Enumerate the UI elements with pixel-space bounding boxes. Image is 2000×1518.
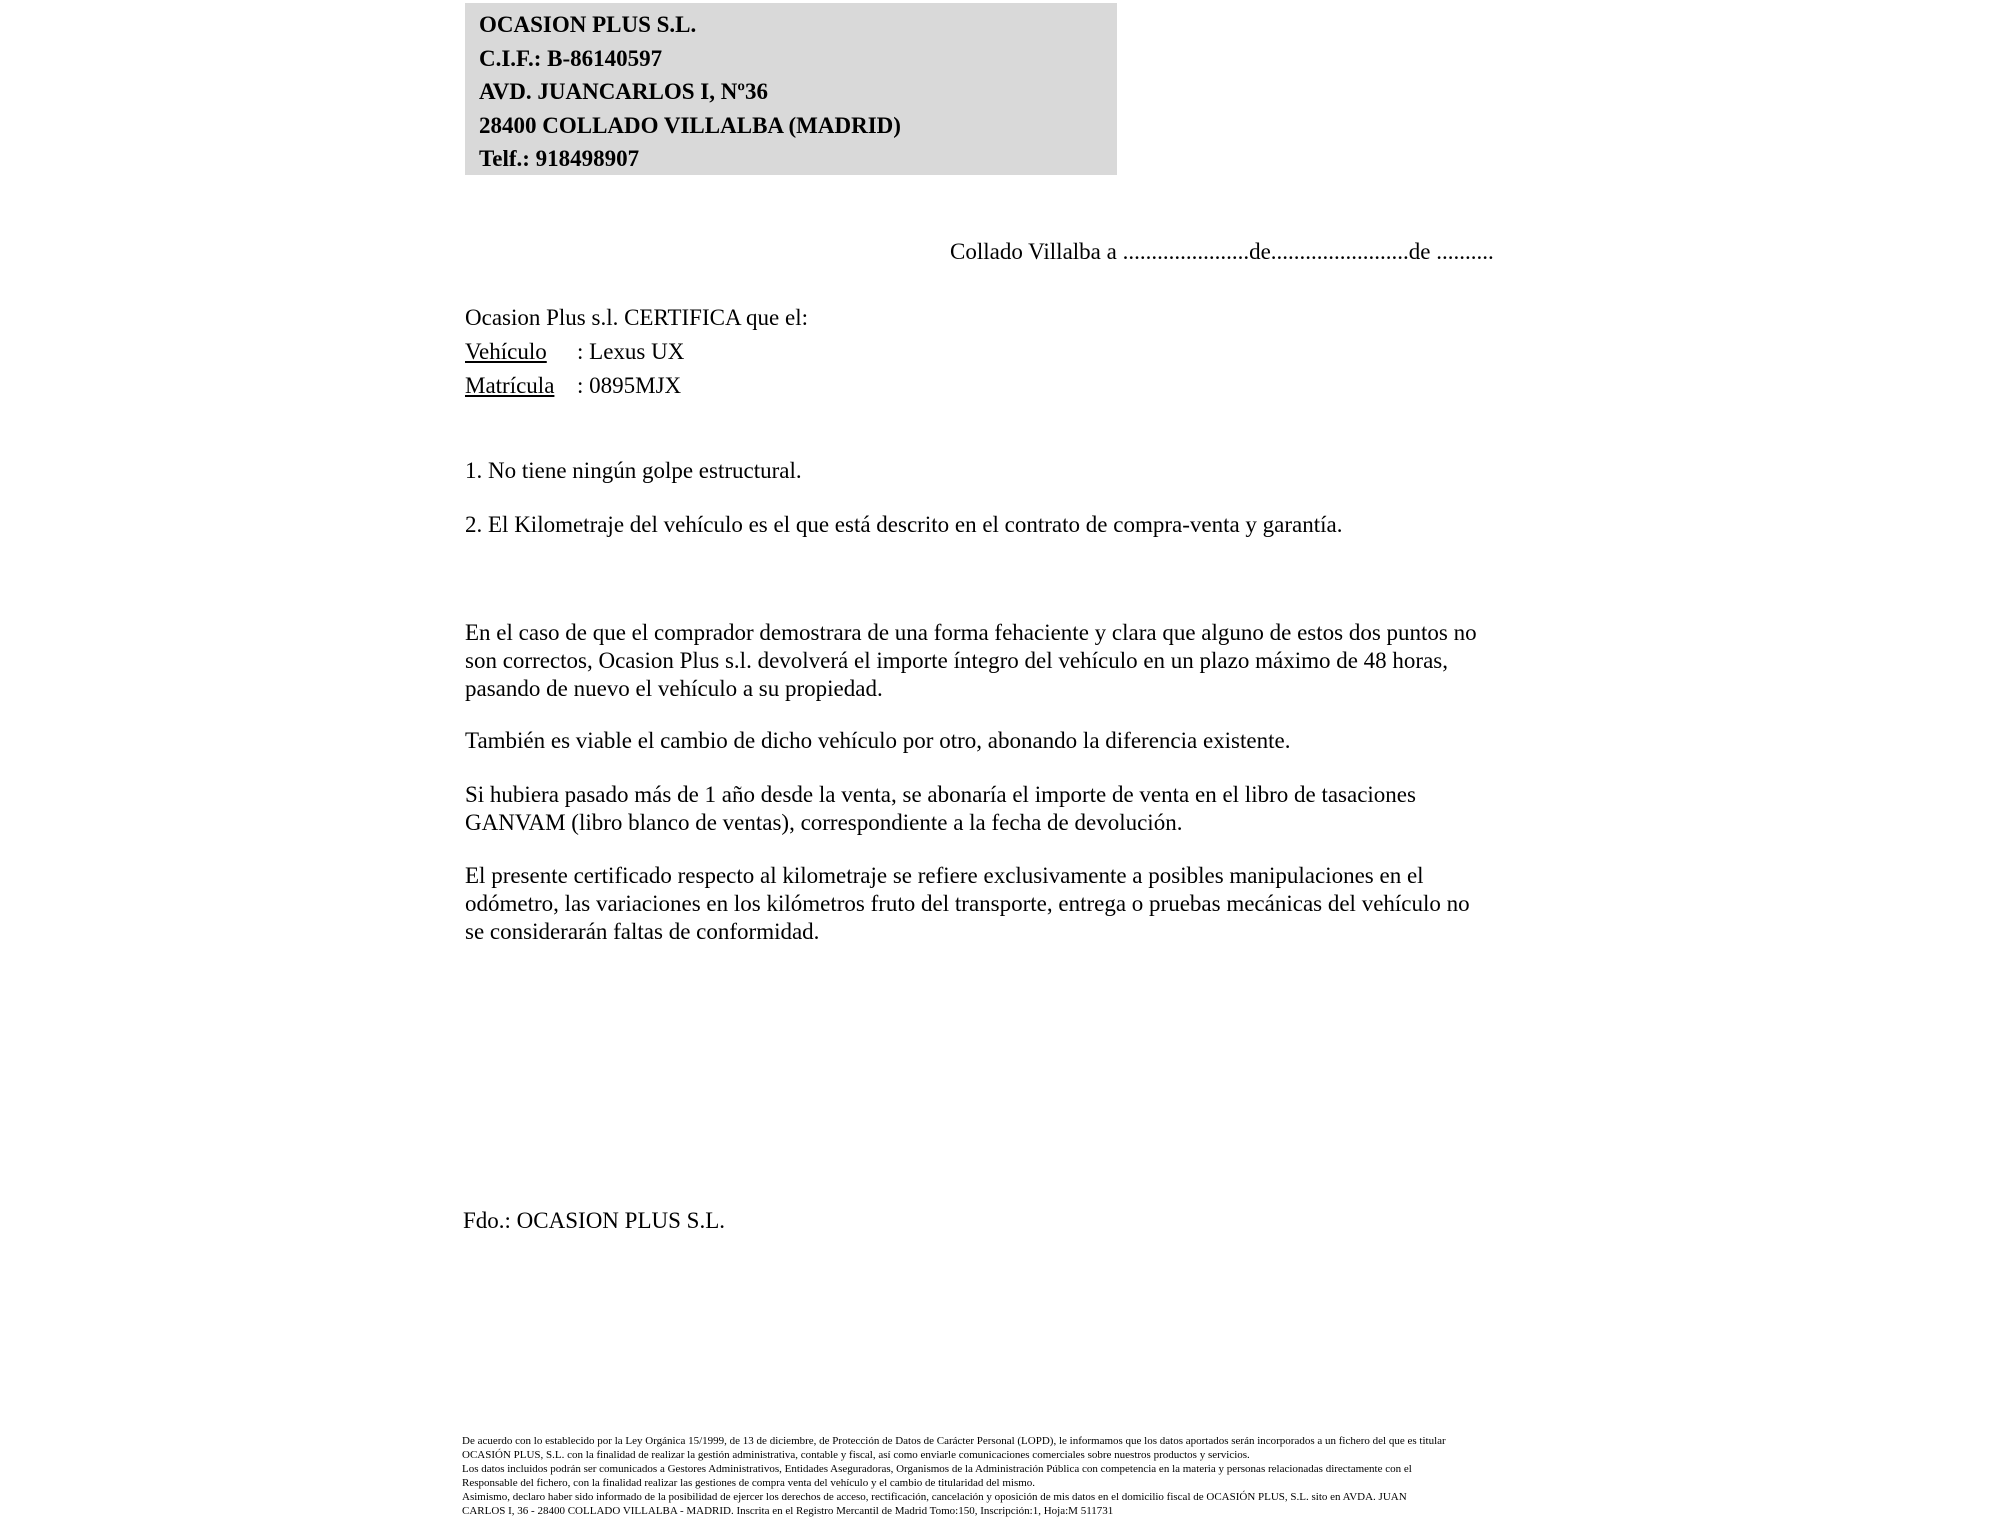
vehicle-field-value: : Lexus UX (577, 339, 685, 364)
vehicle-exchange-paragraph: También es viable el cambio de dicho vehículo por otro, abonando la diferencia existente. (465, 728, 1291, 753)
plate-field (465, 369, 808, 403)
date-fill-in-line: Collado Villalba a ......................de........................de .......... (950, 239, 1494, 264)
plate-field-value: : 0895MJX (577, 373, 682, 398)
certifies-intro-line: Ocasion Plus s.l. CERTIFICA que el: (465, 305, 808, 330)
vehicle-field (465, 335, 808, 369)
lopd-legal-footer: De acuerdo con lo establecido por la Ley Orgánica 15/1999, de 13 de diciembre, de Protección de Datos de Carácter Personal (LOPD), le informamos que los datos aportados serán incorporados a un fichero del que es titular OCASIÓN PLUS, S.L. con la finalidad de realizar la gestión administrativa, contable y fiscal, así como enviarle comunicaciones comerciales sobre nuestros productos y servicios. Los datos incluidos podrán ser comunicados a Gestores Administrativos, Entidades Aseguradoras, Organismos de la Administración Pública con competencia en la materia y personas relacionadas directamente con el Responsable del fichero, con la finalidad realizar las gestiones de compra venta del vehículo y el cambio de titularidad del mismo. Asimismo, declaro haber sido informado de la posibilidad de ejercer los derechos de acceso, rectificación, cancelación y oposición de mis datos en el domicilio fiscal de OCASIÓN PLUS, S.L. sito en AVDA. JUAN CARLOS I, 36 - 28400 COLLADO VILLALBA - MADRID. Inscrita en el Registro Mercantil de Madrid Tomo:150, Inscripción:1, Hoja:M 511731 (462, 1435, 1446, 1517)
signature-line: Fdo.: OCASION PLUS S.L. (463, 1208, 725, 1233)
plate-field-label: Matrícula (465, 373, 555, 398)
point-2-mileage-as-contract: 2. El Kilometraje del vehículo es el que está descrito en el contrato de compra-venta y garantía. (465, 512, 1343, 537)
vehicle-field-label: Vehículo (465, 339, 547, 364)
ganvam-valuation-paragraph: Si hubiera pasado más de 1 año desde la venta, se abonaría el importe de venta en el libro de tasaciones GANVAM (libro blanco de ventas), correspondiente a la fecha de devolución. (465, 782, 1416, 835)
company-header-box: OCASION PLUS S.L. C.I.F.: B-86140597 AVD. JUANCARLOS I, Nº36 28400 COLLADO VILLALBA (MADRID) Telf.: 918498907 (465, 3, 1117, 175)
certification-block (465, 301, 808, 403)
point-1-no-structural-damage: 1. No tiene ningún golpe estructural. (465, 458, 802, 483)
odometer-disclaimer-paragraph: El presente certificado respecto al kilometraje se refiere exclusivamente a posibles manipulaciones en el odómetro, las variaciones en los kilómetros fruto del transporte, entrega o pruebas mecánicas del vehículo no se considerarán faltas de conformidad. (465, 863, 1470, 944)
refund-guarantee-paragraph: En el caso de que el comprador demostrara de una forma fehaciente y clara que alguno de estos dos puntos no son correctos, Ocasion Plus s.l. devolverá el importe íntegro del vehículo en un plazo máximo de 48 horas, pasando de nuevo el vehículo a su propiedad. (465, 620, 1477, 701)
